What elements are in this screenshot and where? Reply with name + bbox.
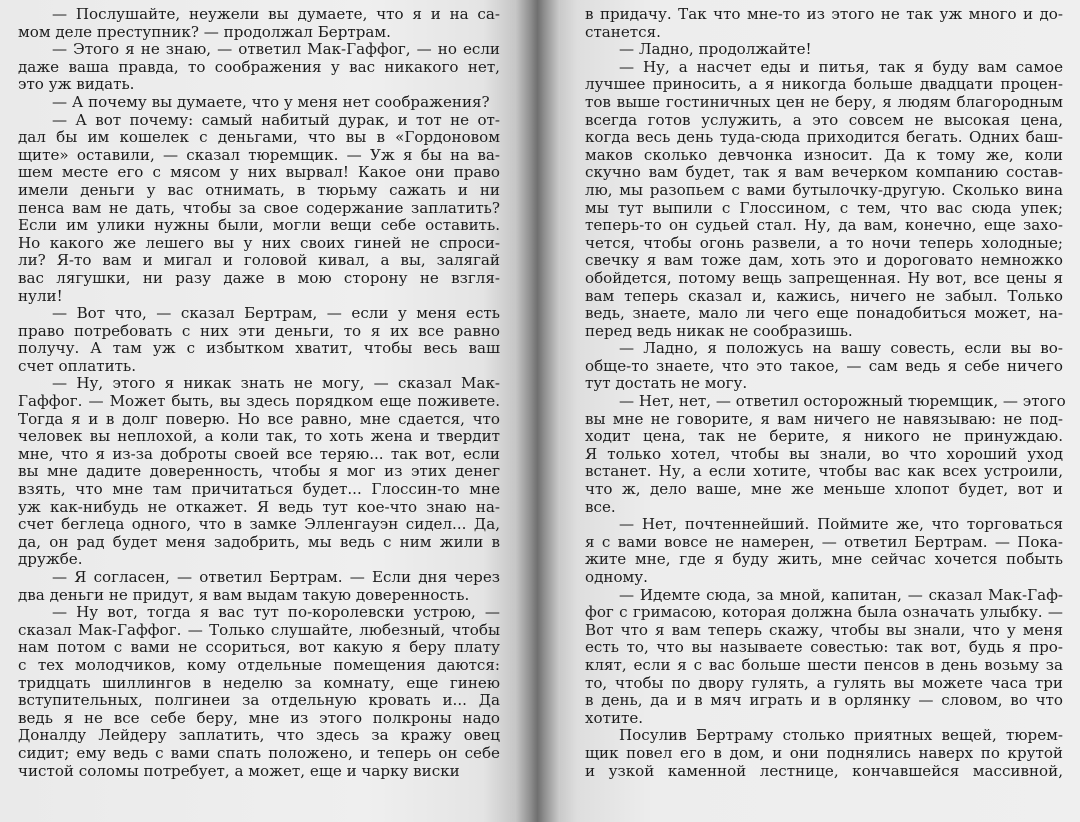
text-line: когда весь день туда-сюда приходится бегать. Одних баш- xyxy=(585,128,1063,147)
text-line: хотите. xyxy=(585,708,644,727)
text-line: лю, мы разопьем с вами бутылочку-другую. Сколько вина xyxy=(585,180,1063,199)
text-line: я с вами вовсе не намерен, — ответил Бертрам. — Пока- xyxy=(585,532,1063,551)
text-line: обще-то знаете, что это такое, — сам ведь я себе ничего xyxy=(585,356,1063,375)
text-line: вступительных, полгинеи за отдельную кровать и... Да xyxy=(18,691,500,710)
text-line: ходит цена, так не берите, я никого не принуждаю. xyxy=(585,427,1063,446)
text-line: всегда готов услужить, а это совсем не высокая цена, xyxy=(585,110,1063,129)
text-line: вы мне дадите доверенность, чтобы я мог из этих денег xyxy=(18,462,500,481)
text-line: это уж видать. xyxy=(18,75,135,94)
text-line: получу. А там уж с избытком хватит, чтобы весь ваш xyxy=(18,339,500,358)
text-line: Но какого же лешего вы у них своих гиней не спроси- xyxy=(18,233,500,252)
text-line: дал бы им кошелек с деньгами, что вы в «Гордоновом xyxy=(18,128,500,147)
text-line: дружбе. xyxy=(18,550,83,569)
text-line: — Вот что, — сказал Бертрам, — если у меня есть xyxy=(52,304,500,323)
text-line: тридцать шиллингов в неделю за комнату, еще гинею xyxy=(18,673,500,692)
text-line: уж как-нибудь не откажет. Я ведь тут кое-что знаю на- xyxy=(18,497,500,516)
text-line: свечку я вам тоже дам, хоть это и дороговато немножко xyxy=(585,251,1063,270)
text-line: право потребовать с них эти деньги, то я их все равно xyxy=(18,321,500,340)
text-line: — Идемте сюда, за мной, капитан, — сказал Мак-Гаф- xyxy=(619,585,1063,604)
text-line: — Послушайте, неужели вы думаете, что я и на са- xyxy=(52,5,500,23)
text-line: имели деньги у вас отнимать, в тюрьму сажать и ни xyxy=(18,180,500,199)
text-line: одному. xyxy=(585,568,648,586)
text-line: и узкой каменной лестнице, кончавшейся массивной, xyxy=(585,761,1063,780)
text-line: вас лягушки, ни разу даже в мою сторону не взгля- xyxy=(18,268,500,287)
text-line: ли? Я-то вам и мигал и головой кивал, а вы, залягай xyxy=(18,251,500,270)
text-line: Тогда я и в долг поверю. Но все равно, мне сдается, что xyxy=(18,409,500,428)
text-line: жите мне, где я буду жить, мне сейчас хочется побыть xyxy=(585,550,1063,569)
text-line: в день, да и в мяч играть и в орлянку — словом, во что xyxy=(585,691,1063,710)
text-line: Гаффог. — Может быть, вы здесь порядком еще поживете. xyxy=(18,392,500,411)
text-line: маков сколько девчонка износит. Да к тому же, коли xyxy=(585,145,1063,164)
text-line: — Этого я не знаю, — ответил Мак-Гаффог, — но если xyxy=(52,40,500,59)
text-line: чется, чтобы огонь развели, а то ночи теперь холодные; xyxy=(585,233,1063,252)
text-line: счет беглеца одного, что в замке Элленгауэн сидел... Да, xyxy=(18,515,500,534)
text-line: даже ваша правда, то соображения у вас никакого нет, xyxy=(18,57,500,76)
text-line: встанет. Ну, а если хотите, чтобы вас как всех устроили, xyxy=(585,462,1063,481)
text-line: вам теперь сказал и, кажись, ничего не забыл. Только xyxy=(585,286,1063,305)
text-line: нам потом с вами не ссориться, вот какую я беру плату xyxy=(18,638,500,657)
text-line: пенса вам не дать, чтобы за свое содержание заплатить? xyxy=(18,198,500,217)
text-line: сидит; ему ведь с вами спать положено, и теперь он себе xyxy=(18,743,500,762)
text-line: счет оплатить. xyxy=(18,356,137,375)
text-line: ведь я не все себе беру, мне из этого полкроны надо xyxy=(18,708,500,727)
text-line: шем месте его с мясом у них вырвал! Какое они право xyxy=(18,163,500,182)
text-line: то, чтобы по двору гулять, а гулять вы можете часа три xyxy=(585,673,1063,692)
text-line: два деньги не придут, я вам выдам такую доверенность. xyxy=(18,585,470,604)
text-line: — Нет, нет, — ответил осторожный тюремщик, — этого xyxy=(619,392,1066,411)
text-line: в придачу. Так что мне-то из этого не так уж много и до- xyxy=(585,5,1063,23)
left-page-text xyxy=(18,6,500,780)
text-line: с тех молодчиков, кому отдельные помещения даются: xyxy=(18,655,500,674)
text-line: станется. xyxy=(585,22,661,41)
book-gutter xyxy=(515,0,560,822)
text-line: Вот что я вам теперь скажу, чтобы вы знали, что у меня xyxy=(585,620,1063,639)
text-line: все. xyxy=(585,497,616,516)
text-line: — Ну, этого я никак знать не могу, — сказал Мак- xyxy=(52,374,500,393)
text-line: Я только хотел, чтобы вы знали, во что хороший уход xyxy=(585,444,1063,463)
text-line: лучшее приносить, а я никогда больше двадцати процен- xyxy=(585,75,1063,94)
text-line: мне, что я из-за доброты своей все теряю... так вот, если xyxy=(18,444,500,463)
right-page-text xyxy=(585,5,1066,780)
text-line: мы тут выпили с Глоссином, с тем, что вас сюда упек; xyxy=(585,198,1063,217)
text-line: перед ведь никак не сообразишь. xyxy=(585,321,853,340)
right-page xyxy=(545,0,1080,822)
text-line: скучно вам будет, так я вам вечерком компанию состав- xyxy=(585,163,1063,182)
text-line: щик повел его в дом, и они поднялись наверх по крутой xyxy=(585,743,1063,762)
text-line: мом деле преступник? — продолжал Бертрам. xyxy=(18,22,391,41)
left-page xyxy=(0,0,525,822)
text-line: щите» оставили, — сказал тюремщик. — Уж я бы на ва- xyxy=(18,145,500,164)
text-line: — Ладно, продолжайте! xyxy=(619,40,812,59)
text-line: тут достать не могу. xyxy=(585,374,748,393)
text-line: вы мне не говорите, я вам ничего не навязываю: не под- xyxy=(585,409,1063,428)
text-line: тов выше гостиничных цен не беру, я людям благородным xyxy=(585,92,1063,111)
text-line: ведь, знаете, мало ли чего еще понадобиться может, на- xyxy=(585,304,1063,323)
text-line: Посулив Бертраму столько приятных вещей, тюрем- xyxy=(619,726,1063,745)
text-line: взять, что мне там причитаться будет... Глоссин-то мне xyxy=(18,480,500,499)
text-line: обойдется, потому вещь запрещенная. Ну вот, все цены я xyxy=(585,268,1063,287)
text-line: — Ладно, я положусь на вашу совесть, если вы во- xyxy=(619,339,1063,358)
text-line: теперь-то он судьей стал. Ну, да вам, конечно, еще захо- xyxy=(585,216,1063,235)
text-line: — Ну вот, тогда я вас тут по-королевски устрою, — xyxy=(52,603,500,622)
text-line: Если им улики нужны были, могли вещи себе оставить. xyxy=(18,216,500,235)
text-line: чистой соломы потребует, а может, еще и чарку виски xyxy=(18,761,460,780)
text-line: Доналду Лейдеру заплатить, что здесь за кражу овец xyxy=(18,726,500,745)
text-line: — Нет, почтеннейший. Поймите же, что торговаться xyxy=(619,515,1063,534)
text-line: — Ну, а насчет еды и питья, так я буду вам самое xyxy=(619,57,1063,76)
text-line: — А почему вы думаете, что у меня нет соображения? xyxy=(52,92,490,111)
text-line: — А вот почему: самый набитый дурак, и тот не от- xyxy=(52,110,500,129)
text-line: человек вы неплохой, а коли так, то хоть жена и твердит xyxy=(18,427,500,446)
text-line: есть то, что вы называете совестью: так вот, будь я про- xyxy=(585,638,1063,657)
text-line: сказал Мак-Гаффог. — Только слушайте, любезный, чтобы xyxy=(18,620,500,639)
text-line: фог с гримасою, которая должна была означать улыбку. — xyxy=(585,603,1063,622)
text-line: да, он рад будет меня задобрить, мы ведь с ним жили в xyxy=(18,532,500,551)
text-line: нули! xyxy=(18,286,63,305)
text-line: — Я согласен, — ответил Бертрам. — Если дня через xyxy=(52,568,500,586)
text-line: что ж, дело ваше, мне же меньше хлопот будет, вот и xyxy=(585,480,1063,499)
text-line: клят, если я с вас больше шести пенсов в день возьму за xyxy=(585,655,1063,674)
